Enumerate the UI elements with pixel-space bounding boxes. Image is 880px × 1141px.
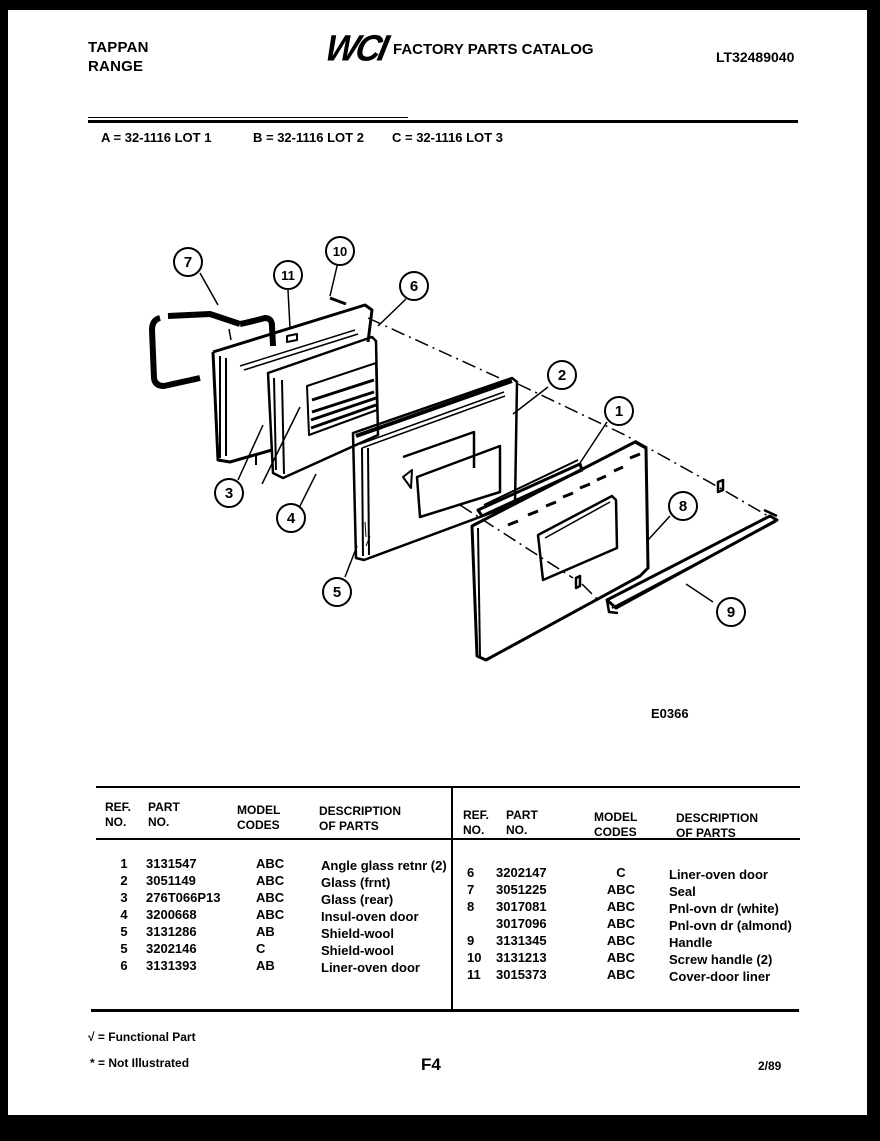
svg-text:11: 11 — [281, 268, 295, 283]
header-part-no-right: PART NO. — [506, 808, 538, 837]
model-number: LT32489040 — [716, 49, 795, 65]
lot-b: B = 32-1116 LOT 2 — [253, 130, 364, 145]
table-top-rule — [96, 786, 800, 788]
callout-11 — [274, 261, 302, 289]
callout-1 — [605, 397, 633, 425]
header-description: DESCRIPTION OF PARTS — [319, 804, 402, 833]
header-ref-no: REF. NO. — [105, 800, 132, 829]
page-number: F4 — [421, 1055, 441, 1074]
revision-date: 2/89 — [758, 1059, 782, 1073]
legend-not-illustrated: * = Not Illustrated — [90, 1056, 190, 1070]
part-seal — [152, 314, 273, 386]
header-description-right: DESCRIPTION OF PARTS — [676, 811, 759, 840]
legend-functional-part: √ = Functional Part — [88, 1030, 196, 1044]
table-bottom-rule — [91, 1009, 799, 1012]
svg-text:8: 8 — [678, 498, 688, 515]
callout-4 — [277, 504, 305, 532]
right-desc-column: Liner-oven door Seal Pnl-ovn dr (white) Pnl-ovn dr (almond) Handle Screw handle (2) Cover-door liner — [669, 867, 792, 984]
lot-a: A = 32-1116 LOT 1 — [101, 130, 212, 145]
callout-9 — [717, 598, 745, 626]
brand-line-1: TAPPAN — [88, 39, 149, 56]
callout-7 — [174, 248, 202, 276]
right-ref-column: 6 7 8 9 10 11 — [467, 865, 482, 982]
callout-8 — [669, 492, 697, 520]
svg-text:2: 2 — [557, 367, 567, 384]
callout-2 — [548, 361, 576, 389]
catalog-title: FACTORY PARTS CATALOG — [393, 41, 594, 58]
left-ref-column: 1 2 3 4 5 5 6 — [120, 856, 128, 973]
svg-text:5: 5 — [332, 584, 342, 601]
header-part-no: PART NO. — [148, 800, 180, 829]
right-model-column: C ABC ABC ABC ABC ABC ABC — [606, 865, 636, 982]
callout-5 — [323, 578, 351, 606]
left-part-column: 3131547 3051149 276T066P13 3200668 3131286 3202146 3131393 — [146, 856, 221, 973]
svg-text:10: 10 — [332, 244, 348, 259]
svg-text:1: 1 — [614, 403, 624, 420]
lot-c: C = 32-1116 LOT 3 — [392, 130, 503, 145]
left-desc-column: Angle glass retnr (2) Glass (frnt) Glass (rear) Insul-oven door Shield-wool Shield-wool Liner-oven door — [321, 858, 447, 975]
header-model-codes: MODEL CODES — [237, 803, 281, 832]
header-ref-no-right: REF. NO. — [463, 808, 490, 837]
brand-line-2: RANGE — [88, 58, 144, 75]
diagram-code: E0366 — [651, 706, 689, 721]
callout-3 — [215, 479, 243, 507]
header-model-codes-right: MODEL CODES — [594, 810, 638, 839]
callout-10 — [326, 237, 354, 265]
left-model-column: ABC ABC ABC ABC AB C AB — [256, 856, 285, 973]
table-column-divider — [451, 786, 453, 1011]
svg-text:4: 4 — [286, 510, 296, 527]
wci-logo: WCI — [321, 28, 390, 69]
callout-6 — [400, 272, 428, 300]
right-part-column: 3202147 3051225 3017081 3017096 3131345 3131213 3015373 — [496, 865, 547, 982]
svg-text:6: 6 — [409, 278, 419, 295]
svg-text:9: 9 — [726, 604, 736, 621]
svg-text:3: 3 — [224, 485, 234, 502]
svg-text:7: 7 — [183, 254, 193, 271]
